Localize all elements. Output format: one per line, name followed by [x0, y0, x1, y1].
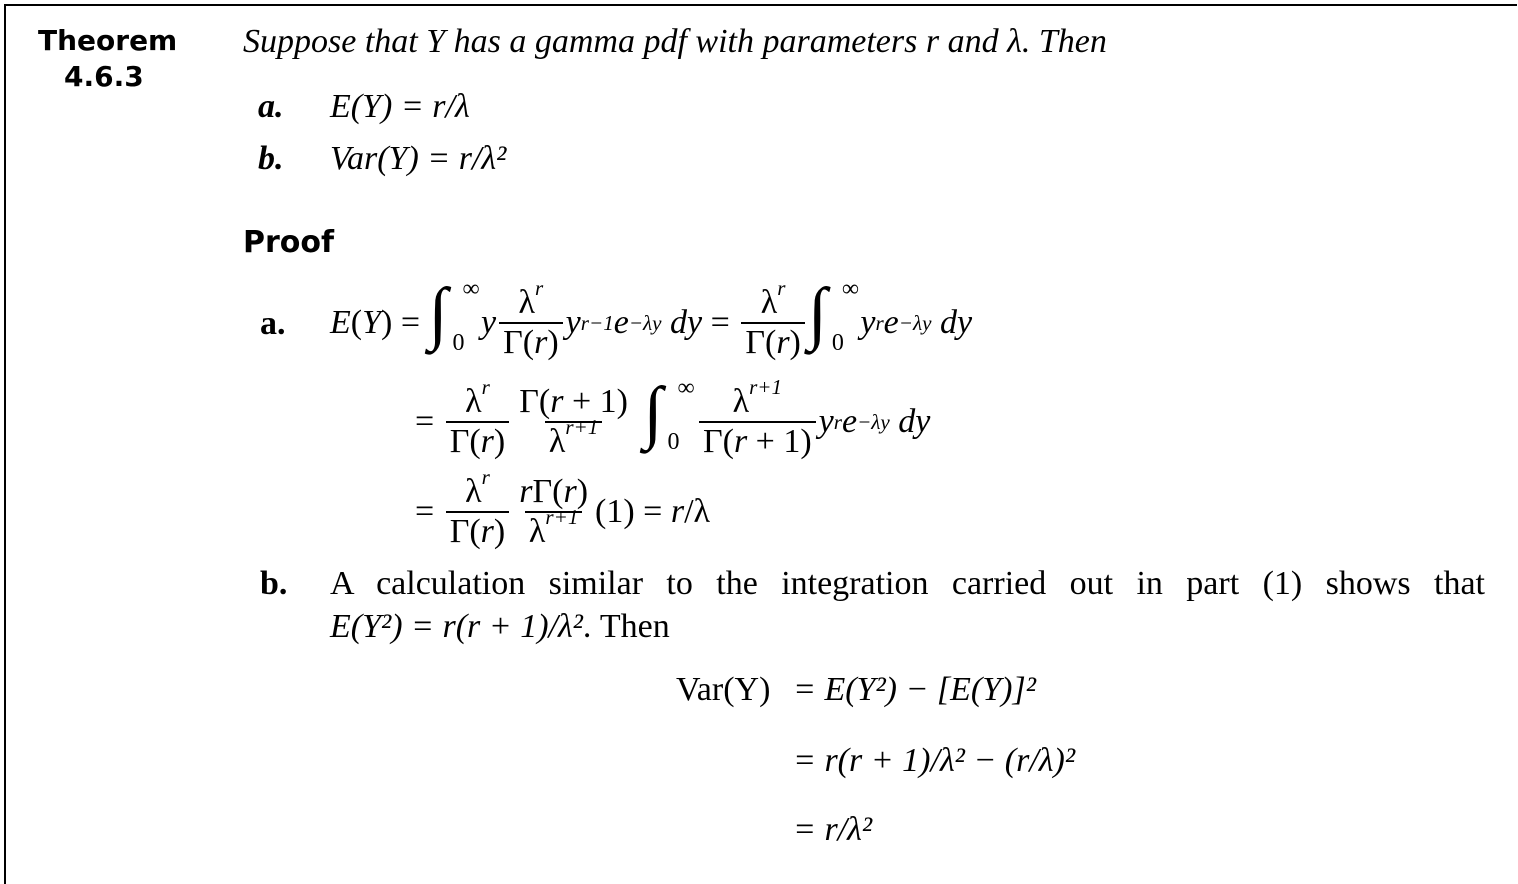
integral-sign: ∫ ∞ 0	[807, 275, 859, 356]
proof-b-text-line2	[330, 610, 670, 644]
theorem-item-b-expression: Var(Y) = r/λ²	[330, 140, 507, 177]
theorem-item-a-expression: E(Y) = r/λ	[330, 88, 470, 125]
variance-lhs: Var(Y)	[676, 671, 771, 708]
theorem-number: 4.6.3	[64, 60, 144, 93]
theorem-item-a-label: a.	[258, 88, 284, 125]
proof-b-text-line1: A calculation similar to the integration carried out in part (1) shows that	[330, 565, 1485, 602]
theorem-statement: Suppose that Y has a gamma pdf with parameters r and λ. Then	[243, 23, 1107, 60]
variance-line2: = r(r + 1)/λ² − (r/λ)²	[793, 742, 1076, 779]
proof-b-then: . Then	[582, 608, 670, 645]
variance-line3: = r/λ²	[793, 811, 873, 848]
theorem-label: Theorem	[38, 24, 178, 57]
proof-part-a-label: a.	[260, 305, 286, 342]
variance-line1: = E(Y²) − [E(Y)]²	[793, 671, 1036, 708]
proof-a-equation-line3: = $\frac{\lambda^r}{\Gamma(r)}$ $\frac{r\Gamma(r)}{\lambda^{r+1}}$ (1) = r /λ	[415, 465, 711, 550]
proof-a-equation-line1: E ( Y ) = ∫ ∞ 0 y $\frac{\lambda^r}{\Gamma(r)}$ y r−1 e −λy dy = $\frac{\lambda^r}{\Gamma(r)}$ ∫ ∞ 0 y r e −λy dy	[330, 275, 973, 361]
integral-sign: ∫ ∞ 0	[428, 275, 480, 356]
proof-b-second-moment: E(Y²) = r(r + 1)/λ²	[330, 608, 583, 645]
proof-part-b-label: b.	[260, 565, 288, 602]
theorem-item-b-label: b.	[258, 140, 284, 177]
proof-title: Proof	[243, 225, 335, 260]
integral-sign: ∫ ∞ 0	[643, 374, 695, 455]
proof-a-equation-line2: = $\frac{\lambda^r}{\Gamma(r)}$ $\frac{\Gamma(r + 1)}{\lambda^{r+1}}$ ∫ ∞ 0 $\frac{\lambda^{r+1}}{\Gamma(r + 1)}$ y r e −λy dy	[415, 374, 931, 460]
